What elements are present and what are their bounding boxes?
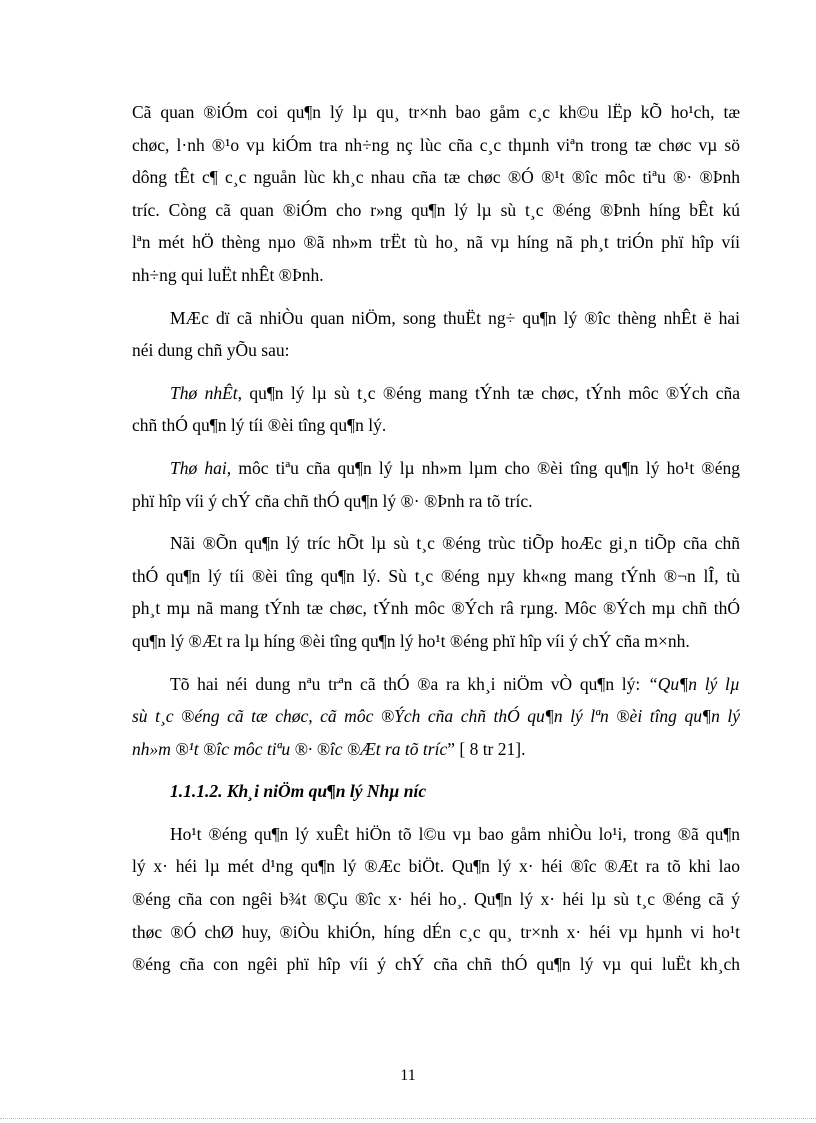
paragraph-1-line-2: chøc, l·nh ®¹o vµ kiÓm tra nh÷ng nç lùc cña c¸c thµnh viªn trong tæ chøc vµ sö	[132, 134, 740, 155]
paragraph-3-line-2: chñ thÓ qu¶n lý tíi ®èi tîng qu¶n lý.	[132, 415, 387, 436]
section-heading: 1.1.1.2. Kh¸i niÖm qu¶n lý Nhµ níc	[170, 781, 427, 802]
paragraph-7-line-2: lý x· héi lµ mét d¹ng qu¶n lý ®Æc biÖt. Qu¶n lý x· héi ®îc ®Æt ra tõ khi lao	[132, 856, 740, 877]
paragraph-1-line-4: tríc. Còng cã quan ®iÓm cho r»ng qu¶n lý lµ sù t¸c ®éng ®Þnh híng bÊt kú	[132, 199, 740, 220]
paragraph-3-lead: Thø nhÊt	[170, 382, 238, 403]
paragraph-4-line-1	[132, 452, 740, 485]
paragraph-1-line-1: Cã quan ®iÓm coi qu¶n lý lµ qu¸ tr×nh bao gåm c¸c kh©u lËp kÕ ho¹ch, tæ	[132, 102, 740, 122]
paragraph-1-line-6: nh÷ng qui luËt nhÊt ®Þnh.	[132, 264, 324, 285]
paragraph-5-line-4: qu¶n lý ®Æt ra lµ híng ®èi tîng qu¶n lý ho¹t ®éng phï hîp víi ý chÝ cña m×nh.	[132, 630, 690, 651]
paragraph-7-line-1: Ho¹t ®éng qu¶n lý xuÊt hiÖn tõ l©u vµ bao gåm nhiÒu lo¹i, trong ®ã qu¶n	[170, 823, 740, 844]
paragraph-3-line-1	[132, 377, 740, 410]
paragraph-4-line-2: phï hîp víi ý chÝ cña chñ thÓ qu¶n lý ®· ®Þnh ra tõ tríc.	[132, 490, 533, 511]
paragraph-5-line-1: Nãi ®Õn qu¶n lý tríc hÕt lµ sù t¸c ®éng trùc tiÕp hoÆc gi¸n tiÕp cña chñ	[170, 533, 740, 554]
paragraph-1-line-5: lªn mét hÖ thèng nµo ®ã nh»m trËt tù ho¸ nã vµ híng nã ph¸t triÓn phï hîp víi	[132, 232, 740, 253]
paragraph-6-quote-start: “Qu¶n lý lµ	[647, 673, 740, 694]
paragraph-5-line-3: ph¸t mµ nã mang tÝnh tæ chøc, tÝnh môc ®Ých râ rµng. Môc ®Ých mµ chñ thÓ	[132, 598, 740, 619]
paragraph-2-line-2: néi dung chñ yÕu sau:	[132, 340, 290, 361]
paragraph-4-rest: , môc tiªu cña qu¶n lý lµ nh»m lµm cho ®èi tîng qu¶n lý ho¹t ®éng	[226, 457, 740, 478]
paragraph-5-line-2: thÓ qu¶n lý tíi ®èi tîng qu¶n lý. Sù t¸c ®éng nµy kh«ng mang tÝnh ®¬n lÎ, tù	[132, 565, 740, 586]
paragraph-7-line-5: ®éng cña con ngêi phï hîp víi ý chÝ cña chñ thÓ qu¶n lý vµ qui luËt kh¸ch	[132, 954, 740, 975]
paragraph-6-plain: Tõ hai néi dung nªu trªn cã thÓ ®a ra kh¸i niÖm vÒ qu¶n lý:	[170, 673, 648, 694]
paragraph-4-lead: Thø hai	[170, 457, 227, 478]
paragraph-6-line-1	[132, 668, 740, 701]
page-bottom-rule	[0, 1118, 816, 1119]
paragraph-2-line-1: MÆc dï cã nhiÒu quan niÖm, song thuËt ng÷ qu¶n lý ®îc thèng nhÊt ë hai	[170, 307, 740, 328]
page-number: 11	[400, 1067, 416, 1084]
paragraph-6-citation: ” [ 8 tr 21].	[447, 738, 526, 759]
paragraph-7-line-3: ®éng cña con ngêi b¾t ®Çu ®îc x· héi ho¸. Qu¶n lý x· héi lµ sù t¸c ®éng cã ý	[132, 889, 740, 910]
paragraph-6-quote-end: nh»m ®¹t ®îc môc tiªu ®· ®îc ®Æt ra tõ tríc	[132, 738, 448, 759]
paragraph-7-line-4: thøc ®Ó chØ huy, ®iÒu khiÓn, híng dÉn c¸c qu¸ tr×nh x· héi vµ hµnh vi ho¹t	[132, 921, 740, 942]
paragraph-6-line-3	[132, 733, 740, 766]
body-text	[132, 96, 740, 981]
paragraph-3-rest: , qu¶n lý lµ sù t¸c ®éng mang tÝnh tæ chøc, tÝnh môc ®Ých cña	[237, 382, 740, 403]
paragraph-6-line-2: sù t¸c ®éng cã tæ chøc, cã môc ®Ých cña chñ thÓ qu¶n lý lªn ®èi tîng qu¶n lý	[132, 706, 740, 727]
paragraph-1-line-3: dông tÊt c¶ c¸c nguån lùc kh¸c nhau cña tæ chøc ®Ó ®¹t ®îc môc tiªu ®· ®Þnh	[132, 167, 740, 188]
